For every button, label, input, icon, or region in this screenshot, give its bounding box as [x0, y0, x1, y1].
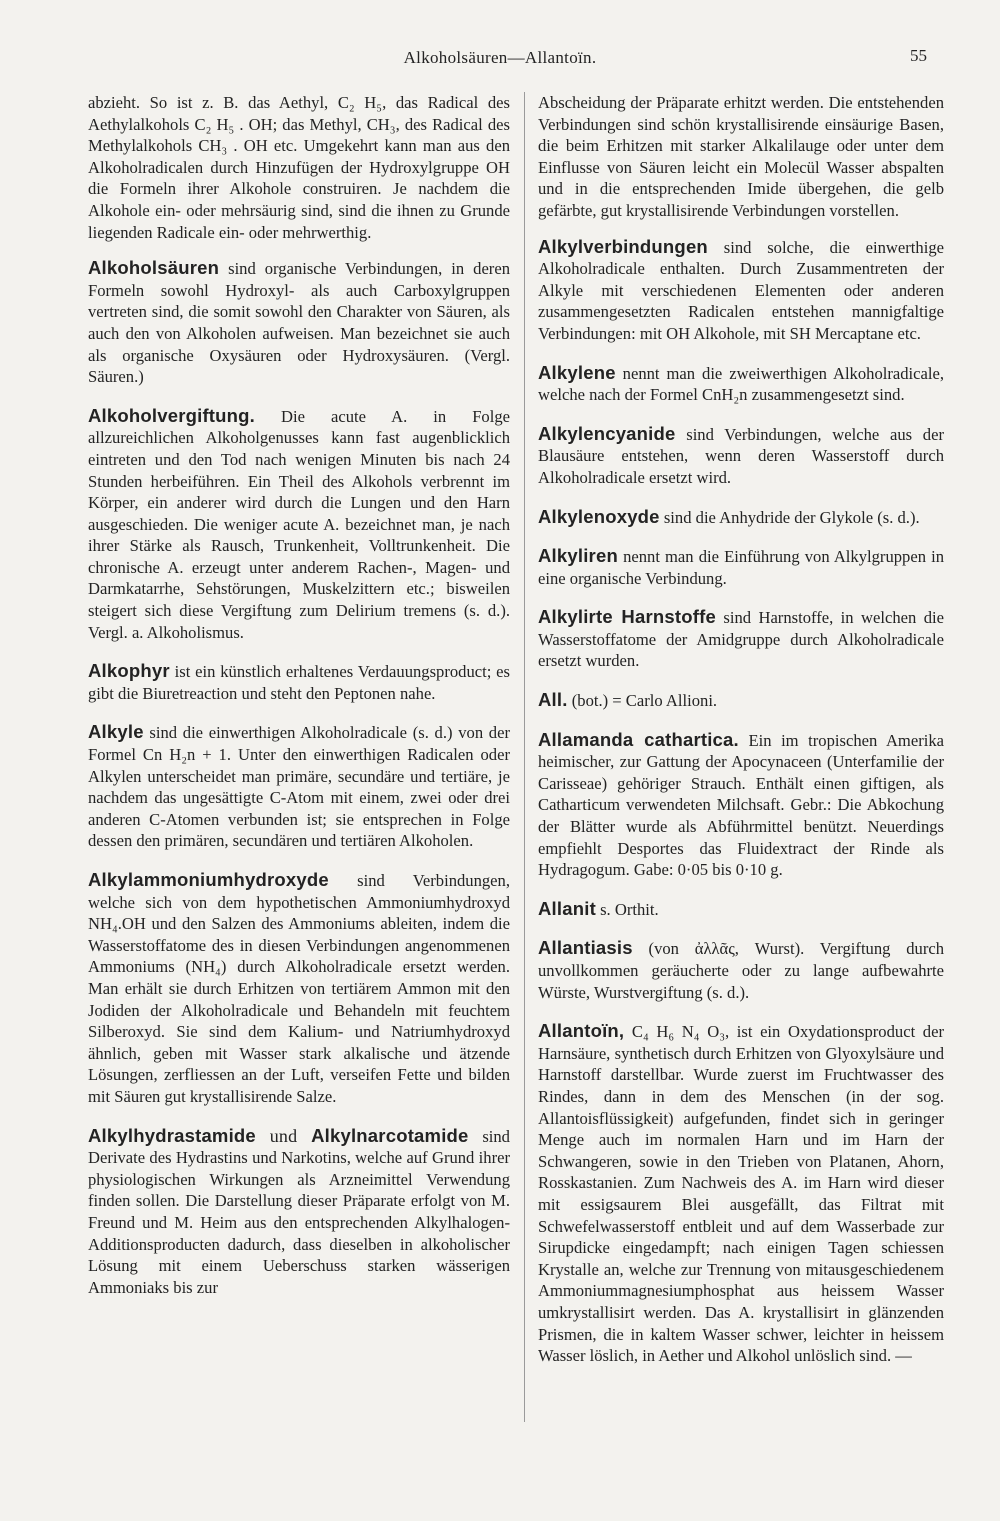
entry-text: ist ein künstlich erhaltenes Verdauungsproduct; es gibt die Biuretreaction und steht den Peptonen nahe. [88, 662, 510, 703]
entry-headword: All. [538, 689, 568, 711]
entry-allamanda-cathartica [538, 729, 944, 881]
entry-headword: Allamanda cathartica. [538, 728, 739, 750]
entry-headword: Allantoïn, [538, 1020, 625, 1042]
entry-connector: und [269, 1125, 298, 1146]
entry-text: sind Verbindungen, welche aus der Blausäure entstehen, wenn deren Wasserstoff durch Alkoholradicale ersetzt wird. [538, 424, 944, 487]
entry-alkylenoxyde [538, 506, 944, 529]
entry-text: (bot.) = Carlo Allioni. [571, 691, 718, 711]
entry-text: (von ἀλλᾶς, Wurst). Vergiftung durch unvollkommen geräucherte oder zu lange aufbewahrte Würste, Wurstvergiftung (s. d.). [538, 939, 945, 1002]
entry-headword: Allanit [538, 897, 596, 919]
entry-headword: Alkylenoxyde [538, 505, 660, 527]
entry-text: sind solche, die einwerthige Alkoholradicale enthalten. Durch Zusammentreten der Alkyle mit verschiedenen Elementen oder anderen zusammengesetzten Radicalen entstehen mannigfaltige Verbindungen: mit OH Alkohole, mit SH Mercaptane etc. [538, 237, 944, 343]
left-column [88, 92, 510, 1315]
entry-text: Ein im tropischen Amerika heimischer, zur Gattung der Apocynaceen (Unterfamilie der Carisseae) gehöriger Strauch. Enthält einen giftigen, als Catharticum verwendeten Milchsaft. Gebr.: Die Abkochung der Blätter wurde als Abführmittel benützt. Neuerdings empfiehlt Desportes das Fluidextract der Rinde als Hydragogum. Gabe: 0·05 bis 0·10 g. [538, 730, 944, 880]
entry-allantiasis [538, 937, 944, 1003]
entry-headword-second: Alkylnarcotamide [311, 1124, 469, 1146]
entry-all [538, 689, 944, 712]
entry-headword: Alkylverbindungen [538, 235, 708, 257]
entry-text: s. Orthit. [600, 899, 659, 919]
entry-text: sind die einwerthigen Alkoholradicale (s. d.) von der Formel Cn H₂n + 1. Unter den einwerthigen Radicalen oder Alkylen unterscheidet man primäre, secundäre und tertiäre, je nachdem das ungesättigte C-Atom mit einem, zwei oder drei anderen C-Atomen verbunden ist; sie entsprechen in Folge dessen den primären, secundären und tertiären Alkoholen. [88, 723, 510, 851]
entry-headword: Alkylammoniumhydroxyde [88, 869, 329, 890]
entry-alkylencyanide [538, 423, 944, 489]
entry-headword: Alkyliren [538, 545, 618, 567]
entry-alkylirte-harnstoffe [538, 606, 944, 672]
entry-text: Die acute A. in Folge allzureichlichen Alkoholgenusses kann fast augenblicklich eintreten und den Tod nach wenigen Minuten bis nach 24 Stunden herbeiführen. Ein Theil des Alkohols verbrennt im Körper, ein anderer wird durch die Lungen und den Harn ausgeschieden. Die weniger acute A. bezeichnet man, je nach ihrer Stärke als Rausch, Trunkenheit, Volltrunkenheit. Die chronische A. erzeugt unter anderem Rachen-, Magen- und Darmkatarrhe, Sehstörungen, Muskelzittern etc.; bisweilen steigert sich diese Vergiftung zum Delirium tremens (s. d.). Vergl. a. Alkoholismus. [88, 406, 510, 642]
entry-headword: Alkoholvergiftung. [88, 404, 256, 426]
entry-alkylammoniumhydroxyde [88, 869, 510, 1108]
entry-headword: Alkylene [538, 361, 616, 383]
page-number: 55 [910, 46, 927, 65]
continued-paragraph: abzieht. So ist z. B. das Aethyl, C₂ H₅, das Radical des Aethylalkohols C₂ H₅ . OH; das Methyl, CH₃, des Radical des Methylalkohols CH₃ . OH etc. Umgekehrt kann man aus den Alkoholradicalen durch Hinzufügen der Hydroxylgruppe OH die Formeln ihrer Alkohole construiren. Je nachdem die Alkohole ein- oder mehrsäurig sind, sind die ihnen zu Grunde liegenden Radicale ein- oder mehrwerthig. [88, 93, 510, 242]
entry-alkyliren [538, 545, 944, 589]
entry-headword: Alkylencyanide [538, 422, 676, 444]
running-title: Alkoholsäuren—Allantoïn. [403, 48, 597, 67]
entry-headword: Allantiasis [538, 937, 633, 959]
continued-paragraph: Abscheidung der Präparate erhitzt werden. Die entstehenden Verbindungen sind schön krystallisirende einsäurige Basen, die beim Erhitzen mit starker Alkalilauge oder unter dem Einflusse von Säuren leicht ein Molecül Wasser abspalten und in die entsprechenden Imide übergehen, die gelb gefärbte, gut krystallisirende Verbindungen vorstellen. [538, 93, 944, 220]
entry-text: sind Derivate des Hydrastins und Narkotins, welche auf Grund ihrer physiologischen Wirkungen als Arzneimittel Verwendung finden sollen. Die Darstellung dieser Präparate erfolgt von M. Freund und M. Heim aus den entsprechenden Alkylhalogen-Additionsproducten dadurch, dass dieselben in alkoholischer Lösung mit einem Ueberschuss starken wässerigen Ammoniaks bis zur [88, 1126, 510, 1297]
entry-alkophyr [88, 660, 510, 704]
entry-alkoholsaeuren [88, 257, 510, 388]
right-column [538, 92, 944, 1384]
entry-headword: Alkyle [88, 721, 144, 743]
entry-alkylverbindungen [538, 236, 944, 345]
entry-text: nennt man die Einführung von Alkylgruppen in eine organische Verbindung. [538, 547, 945, 588]
entry-alkyle [88, 721, 510, 852]
entry-text: sind organische Verbindungen, in deren Formeln sowohl Hydroxyl- als auch Carboxylgruppen vertreten sind, die somit sowohl den Charakter von Säuren, als auch den von Alkoholen aufweisen. Man bezeichnet sie auch als organische Oxysäuren oder Hydroxysäuren. (Vergl. Säuren.) [88, 259, 510, 387]
entry-headword: Alkylirte Harnstoffe [538, 606, 716, 628]
entry-alkoholvergiftung [88, 405, 510, 644]
entry-text: C₄ H₆ N₄ O₃, ist ein Oxydationsproduct der Harnsäure, synthetisch durch Erhitzen von Glyoxylsäure und Harnstoff darstellbar. Wurde zuerst im Fruchtwasser des Rindes, dann in dem des Menschen (in der sog. Allantoisflüssigkeit) aufgefunden, findet sich in geringer Menge auch im normalen Harn und im Harn der Schwangeren, sowie in den Trieben von Platanen, Ahorn, Rosskastanien. Zum Nachweis des A. im Harn wird dieser mit essigsaurem Blei ausgefällt, das Filtrat mit Schwefelwasserstoff entbleit und auf dem Wasserbade zur Sirupdicke eingedampft; nach einigen Tagen schiessen Krystalle an, welche zur Trennung von mitausgeschiedenem Ammoniummagnesiumphosphat aus heissem Wasser umkrystallisirt werden. Das A. krystallisirt in glänzenden Prismen, die in kaltem Wasser schwer, leichter in heissem Wasser löslich, in Aether und Alkohol unlöslich sind. — [538, 1022, 944, 1366]
entry-alkylene [538, 362, 944, 406]
entry-allantoin [538, 1020, 944, 1367]
entry-headword: Alkylhydrastamide [88, 1124, 256, 1146]
column-divider [524, 92, 525, 1422]
entry-text: sind Verbindungen, welche sich von dem hypothetischen Ammoniumhydroxyd NH₄.OH und den Salzen des Ammoniums ableiten, indem die Wasserstoffatome des in diesen Verbindungen angenommenen Ammoniums (NH₄) durch Alkoholradicale ersetzt werden. Man erhält sie durch Erhitzen von tertiärem Ammon mit den Jodiden der Alkoholradicale und Behandeln mit feuchtem Silberoxyd. Sie sind dem Kalium- und Natriumhydroxyd ähnlich, geben mit Wasser stark alkalische und ätzende Lösungen, zerfliessen an der Luft, verseifen Fette und bilden mit Säuren gut krystallisirende Salze. [88, 871, 510, 1106]
entry-allanit [538, 898, 944, 921]
entry-headword: Alkophyr [88, 660, 170, 682]
entry-headword: Alkoholsäuren [88, 257, 220, 279]
entry-alkylhydrastamide [88, 1125, 510, 1299]
entry-text: nennt man die zweiwerthigen Alkoholradicale, welche nach der Formel CnH₂n zusammengesetzt sind. [538, 363, 945, 405]
entry-text: sind die Anhydride der Glykole (s. d.). [663, 507, 920, 527]
entry-text: sind Harnstoffe, in welchen die Wasserstoffatome der Amidgruppe durch Alkoholradicale ersetzt wurden. [538, 608, 944, 671]
